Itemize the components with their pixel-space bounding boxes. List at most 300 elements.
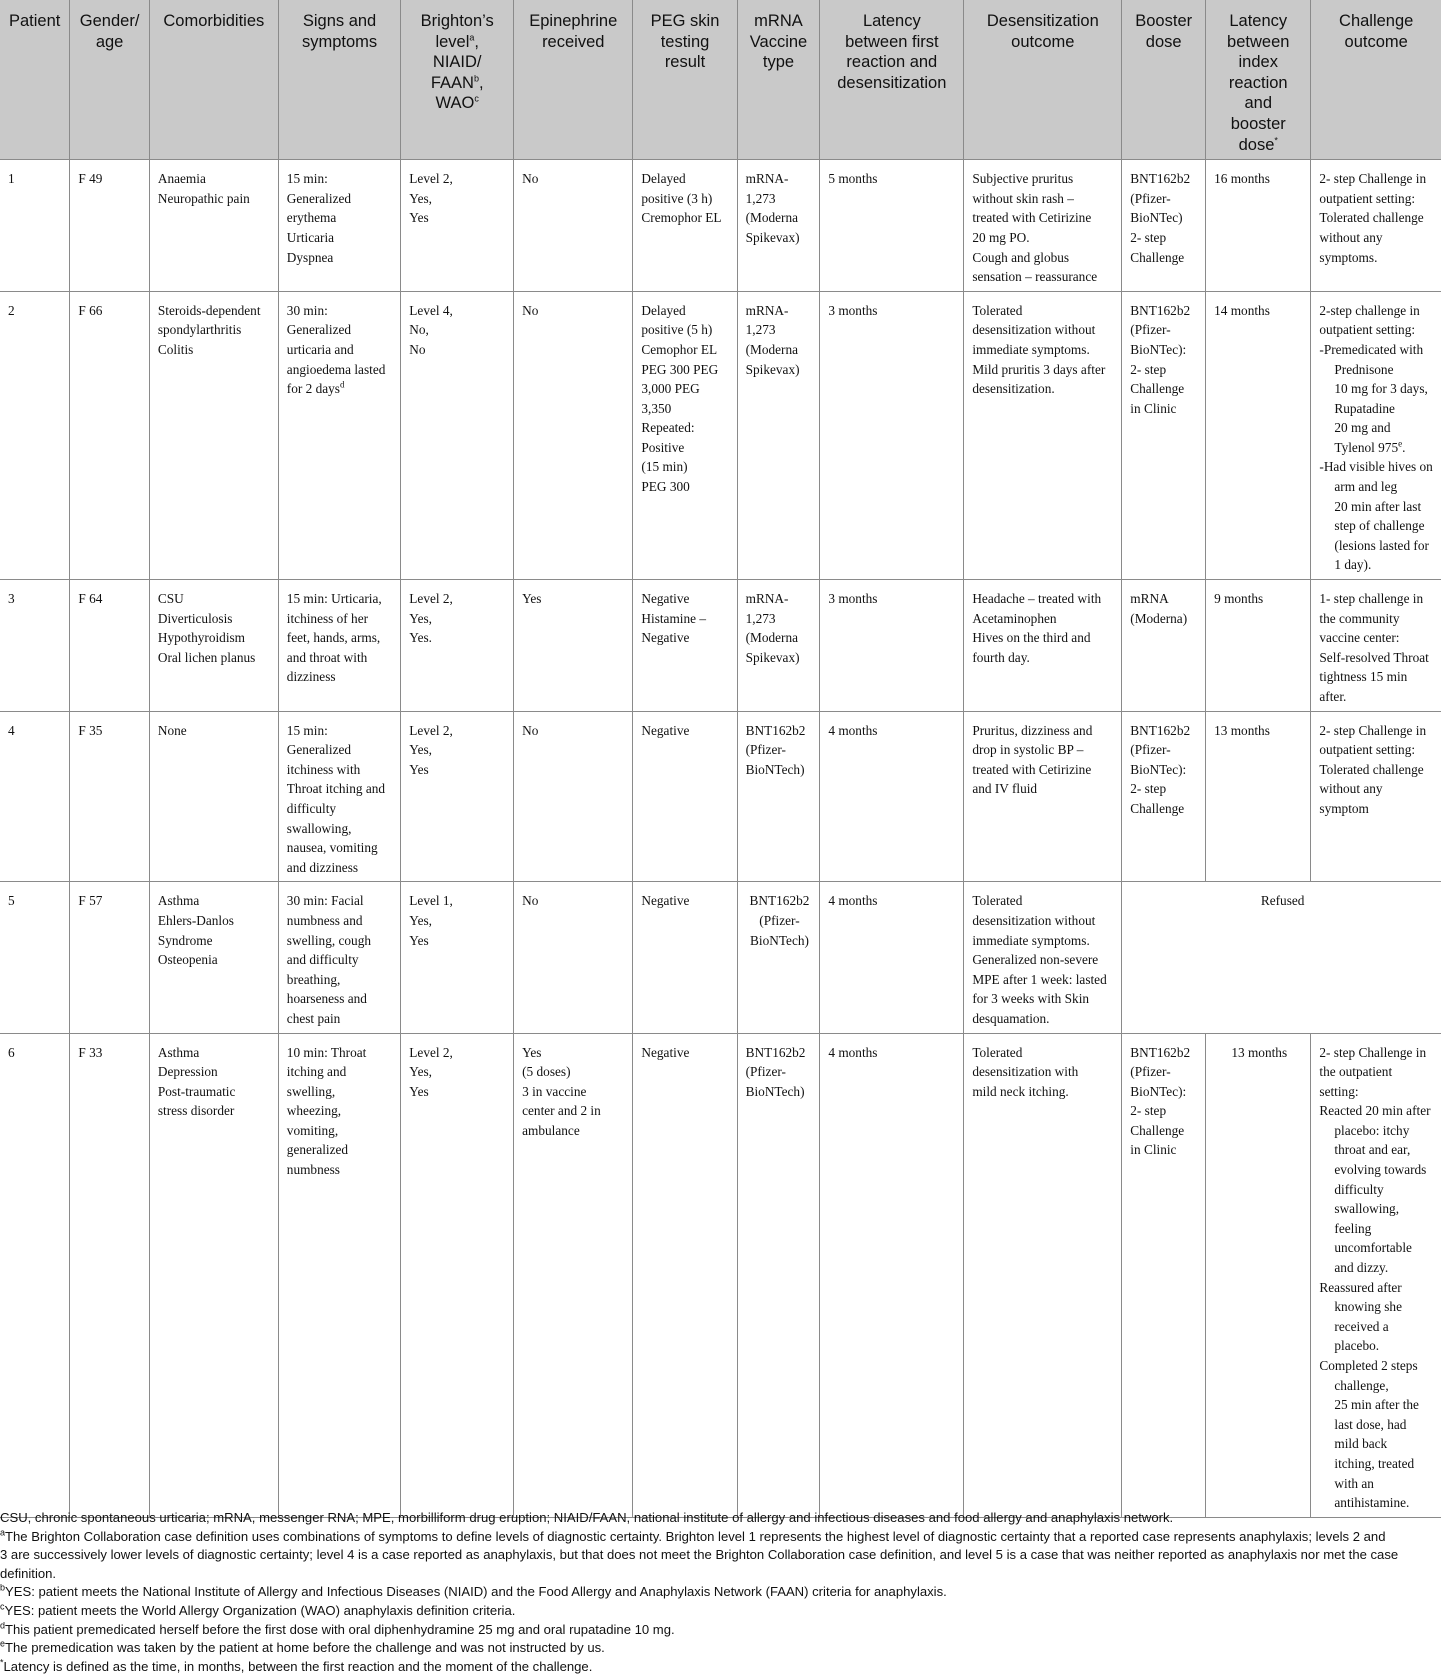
cell-line: Rupatadine <box>1334 400 1395 416</box>
table-body <box>0 160 1441 1518</box>
header-line: age <box>95 32 124 51</box>
cell-line: desquamation. <box>972 1010 1050 1026</box>
cell-line: after. <box>1319 689 1347 704</box>
footnote-c <box>0 1602 1441 1621</box>
cell-line: Yes <box>409 210 429 226</box>
cell-line: -Premedicated with <box>1319 341 1424 357</box>
header-text: WAO <box>435 94 475 113</box>
desensitization-cell <box>964 882 1122 1033</box>
cell-line: 13 months <box>1231 1044 1288 1060</box>
footnote-d-text: This patient premedicated herself before the first dose with oral diphenhydramine 25 mg and oral rupatadine 10 mg. <box>5 1621 675 1637</box>
cell-line: F 33 <box>78 1044 103 1060</box>
cell-line: in Clinic <box>1130 1142 1177 1158</box>
footnote-a-mark: a <box>0 1527 6 1538</box>
desensitization-cell <box>964 711 1122 882</box>
vaccine-type-cell <box>737 711 820 882</box>
vaccine-type-cell <box>737 160 820 292</box>
cell-line: itching and <box>286 1064 347 1080</box>
cell-line: BNT162b2 <box>1130 302 1191 318</box>
peg-test-cell <box>633 882 737 1033</box>
cell-line: Osteopenia <box>157 952 218 968</box>
cell-line: Cough and globus <box>972 249 1070 265</box>
cell-line: vaccine center: <box>1319 630 1400 646</box>
cell-line: 2- step Challenge in <box>1319 722 1427 738</box>
desensitization-cell <box>964 1033 1122 1517</box>
cell-line: BioNTech) <box>745 1083 805 1099</box>
comorbidities-cell <box>149 160 278 292</box>
cell-line: evolving towards <box>1334 1162 1427 1178</box>
cell-line: 20 min after last <box>1334 498 1422 514</box>
cell-line: Negative <box>641 893 690 909</box>
cell-line: spondylarthritis <box>157 322 242 338</box>
header-line: index <box>1238 53 1278 72</box>
cell-line: Diverticulosis <box>157 610 233 626</box>
footnote-e-mark: e <box>0 1638 6 1649</box>
cell-line: (Moderna <box>745 630 799 646</box>
latency-booster-cell <box>1206 1033 1311 1517</box>
header-line: dose <box>1145 32 1182 51</box>
cell-line: BNT162b2 <box>1130 171 1191 187</box>
header-line: Desensitization <box>986 12 1099 30</box>
epinephrine-cell <box>514 580 633 712</box>
cell-line: mRNA <box>1130 591 1169 607</box>
cell-line: Steroids-dependent <box>157 302 261 318</box>
cell-line: 30 min: <box>286 302 328 318</box>
header-line: Signs and <box>302 12 377 30</box>
header-line: mRNA <box>754 12 803 30</box>
cell-line: 2- step <box>1130 1103 1167 1119</box>
latency-first-cell <box>820 711 964 882</box>
period: . <box>1402 439 1406 455</box>
epinephrine-cell <box>514 711 633 882</box>
footnote-star <box>0 1658 1441 1677</box>
cell-line: PEG 300 <box>641 479 690 495</box>
cell-line: Yes <box>409 761 429 777</box>
cell-line: Tylenol 975e. <box>1334 438 1406 455</box>
cell-line: Tolerated <box>972 302 1023 318</box>
cell-line: last dose, had <box>1334 1416 1407 1432</box>
cell-line: (15 min) <box>641 459 688 475</box>
cell-line: Completed 2 steps <box>1319 1358 1418 1373</box>
cell-line: itchiness of her <box>286 610 369 626</box>
cell-line: (Pfizer- <box>1130 190 1171 206</box>
cell-line: No <box>522 171 539 187</box>
cell-line: Post-traumatic <box>157 1083 236 1099</box>
booster-cell <box>1122 1033 1206 1517</box>
cell-line: tightness 15 min <box>1319 669 1408 685</box>
cell-line: Self-resolved Throat <box>1319 649 1429 665</box>
footnote-a-line-3: definition. <box>0 1565 57 1581</box>
cell-line: 3 in vaccine <box>522 1083 587 1099</box>
patient-cell <box>0 882 70 1033</box>
cell-line: PEG 300 PEG <box>641 361 719 377</box>
header-line: outcome <box>1011 32 1075 51</box>
cell-line: 16 months <box>1214 171 1270 187</box>
cell-line: without any <box>1319 229 1383 245</box>
cell-line: Prednisone <box>1334 361 1394 377</box>
cell-line: Depression <box>157 1064 218 1080</box>
column-header <box>737 0 820 160</box>
column-header <box>0 0 70 160</box>
footnote-star-text: Latency is defined as the time, in months, between the first reaction and the moment of the challenge. <box>3 1658 593 1674</box>
cell-line: Delayed <box>641 302 686 318</box>
cell-line: F 57 <box>78 893 103 909</box>
column-header <box>964 0 1122 160</box>
cell-line: mRNA- <box>745 171 789 187</box>
peg-test-cell <box>633 580 737 712</box>
cell-line: setting: <box>1319 1083 1359 1099</box>
footnote-a-line-1: The Brighton Collaboration case definition uses combinations of symptoms to define levels of diagnostic certainty. Brighton level 1 represents the highest level of diagnostic certainty that a reported case represents anaphylaxis; levels 2 and <box>5 1528 1386 1544</box>
footnote-b-mark: b <box>0 1583 6 1594</box>
cell-line: chest pain <box>286 1010 341 1026</box>
cell-line: 2- step <box>1130 361 1167 377</box>
column-header <box>278 0 401 160</box>
cell-line: 15 min: <box>286 722 328 738</box>
cell-line: Syndrome <box>157 932 213 948</box>
cell-line: uncomfortable <box>1334 1240 1412 1256</box>
footnote-star-mark: * <box>0 1657 4 1668</box>
cell-line: difficulty <box>286 800 337 816</box>
cell-line: Yes, <box>409 610 432 626</box>
refused-label: Refused <box>1260 893 1305 909</box>
cell-line: numbness <box>286 1162 340 1178</box>
footnote-c-text: YES: patient meets the World Allergy Organization (WAO) anaphylaxis definition criteria. <box>4 1602 516 1618</box>
cell-line: and difficulty <box>286 952 359 968</box>
cell-line: outpatient setting: <box>1319 322 1416 338</box>
challenge-cell <box>1311 1033 1441 1517</box>
cell-line: feeling <box>1334 1220 1372 1236</box>
cell-line: sensation – reassurance <box>972 269 1098 285</box>
cell-line: 15 min: <box>286 171 328 187</box>
header-line: Latency <box>862 12 921 30</box>
vaccine-type-cell <box>737 580 820 712</box>
cell-line: outpatient setting: <box>1319 742 1416 758</box>
latency-booster-cell <box>1206 160 1311 292</box>
cell-line: Level 2, <box>409 722 453 738</box>
cell-line: itching, treated <box>1334 1455 1415 1471</box>
cell-line: Yes, <box>409 1064 432 1080</box>
comorbidities-cell <box>149 291 278 579</box>
brighton-cell <box>401 160 514 292</box>
cell-line: immediate symptoms. <box>972 341 1090 357</box>
cell-line: Repeated: <box>641 420 695 436</box>
cell-line: breathing, <box>286 971 341 987</box>
cell-line: Yes <box>409 1083 429 1099</box>
patient-cell <box>0 160 70 292</box>
cell-line: 2- step Challenge in <box>1319 171 1427 187</box>
header-line <box>406 32 508 53</box>
cell-line: (lesions lasted for <box>1334 537 1429 553</box>
gender-age-cell <box>70 291 150 579</box>
cell-line: Spikevax) <box>745 229 800 245</box>
cell-line: and dizzy. <box>1334 1260 1389 1276</box>
vaccine-type-cell <box>737 882 820 1033</box>
cell-line: Mild pruritis 3 days after <box>972 361 1106 377</box>
cell-line: with an <box>1334 1475 1374 1491</box>
header-line: PEG skin <box>650 12 720 30</box>
cell-line: 3 months <box>828 591 878 607</box>
latency-booster-cell <box>1206 711 1311 882</box>
cell-line: (Pfizer- <box>1130 1064 1171 1080</box>
cell-line: desensitization without <box>972 912 1096 928</box>
signs-cell <box>278 1033 401 1517</box>
footnote-e-text: The premedication was taken by the patient at home before the challenge and was not instructed by us. <box>5 1640 605 1656</box>
cell-line: Yes, <box>409 190 432 206</box>
cell-line: 4 months <box>828 893 878 909</box>
cell-line: the community <box>1319 610 1400 626</box>
header-line: desensitization <box>837 73 947 92</box>
header-row <box>0 0 1441 160</box>
cell-line: Level 4, <box>409 302 453 318</box>
column-header <box>401 0 514 160</box>
cell-line: without skin rash – <box>972 190 1074 206</box>
cell-line: Oral lichen planus <box>157 649 256 665</box>
column-header <box>70 0 150 160</box>
header-line: outcome <box>1344 32 1408 51</box>
cell-line: hoarseness and <box>286 991 367 1007</box>
header-line: result <box>664 53 706 72</box>
cell-line: Yes, <box>409 912 432 928</box>
challenge-cell <box>1311 580 1441 712</box>
signs-cell <box>278 580 401 712</box>
cell-line: 5 <box>8 893 15 909</box>
cell-line: 13 months <box>1214 722 1270 738</box>
gender-age-cell <box>70 711 150 882</box>
cell-line: Hypothyroidism <box>157 630 246 646</box>
cell-line: (Pfizer- <box>1130 742 1171 758</box>
cell-line: (5 doses) <box>522 1064 571 1080</box>
cell-line: Acetaminophen <box>972 610 1057 626</box>
cell-line: BioNTec): <box>1130 761 1187 777</box>
cell-line: mRNA- <box>745 591 789 607</box>
cell-line: without any <box>1319 781 1383 797</box>
header-line: received <box>542 32 605 51</box>
booster-cell <box>1122 291 1206 579</box>
cell-line: 15 min: Urticaria, <box>286 591 382 607</box>
comorbidities-cell <box>149 580 278 712</box>
cell-line: Yes <box>522 1044 542 1060</box>
column-header <box>820 0 964 160</box>
latency-first-cell <box>820 580 964 712</box>
header-line <box>406 93 508 114</box>
cell-line: 1 day). <box>1334 557 1372 573</box>
cell-line: Cremophor EL <box>641 210 722 226</box>
header-line: Booster <box>1135 12 1193 30</box>
patient-cell <box>0 1033 70 1517</box>
comorbidities-cell <box>149 711 278 882</box>
challenge-cell <box>1311 711 1441 882</box>
cell-line: 3,000 PEG <box>641 381 700 397</box>
cell-line: 30 min: Facial <box>286 893 364 909</box>
cell-line: erythema <box>286 210 337 226</box>
table-row <box>0 1033 1441 1517</box>
desensitization-cell <box>964 291 1122 579</box>
footnote-e <box>0 1639 1441 1658</box>
footnote-d-mark: d <box>0 1620 6 1631</box>
cell-line: (Moderna <box>745 210 799 226</box>
cell-line: BioNTech) <box>750 932 809 948</box>
cell-line: knowing she <box>1334 1299 1402 1315</box>
header-line: NIAID/ <box>432 53 482 72</box>
cell-line: (Pfizer- <box>745 742 786 758</box>
desensitization-cell <box>964 580 1122 712</box>
cell-line: Neuropathic pain <box>157 190 250 206</box>
cell-line: positive (5 h) <box>641 322 713 338</box>
footnote-a <box>0 1528 1441 1547</box>
cell-line: 2- step <box>1130 229 1167 245</box>
cell-line: wheezing, <box>286 1103 342 1119</box>
cell-line: mRNA- <box>745 302 789 318</box>
cell-line: MPE after 1 week: lasted <box>972 971 1107 987</box>
cell-line: 14 months <box>1214 302 1270 318</box>
challenge-cell <box>1311 291 1441 579</box>
cell-line: No <box>522 302 539 318</box>
cell-line: vomiting, <box>286 1122 339 1138</box>
comma: , <box>478 73 484 92</box>
peg-test-cell <box>633 711 737 882</box>
patient-cell <box>0 580 70 712</box>
cell-line: mild back <box>1334 1436 1388 1452</box>
signs-cell <box>278 160 401 292</box>
cell-line: Dyspnea <box>286 249 334 265</box>
cell-line: step of challenge <box>1334 518 1425 534</box>
cell-line: 1,273 <box>745 190 776 206</box>
cell-line: desensitization. <box>972 381 1055 397</box>
cell-line: ambulance <box>522 1122 580 1138</box>
table-row <box>0 160 1441 292</box>
cell-line: Generalized <box>286 742 352 758</box>
cell-line: fourth day. <box>972 649 1030 665</box>
cell-line: Generalized <box>286 322 352 338</box>
signs-cell <box>278 882 401 1033</box>
cell-line: Yes, <box>409 742 432 758</box>
cell-line: No <box>409 341 426 357</box>
cell-line: Delayed <box>641 171 686 187</box>
cell-line: Throat itching and <box>286 781 386 797</box>
cell-line: Colitis <box>157 341 194 357</box>
latency-first-cell <box>820 160 964 292</box>
cell-line: Yes <box>409 932 429 948</box>
footnote-d <box>0 1621 1441 1640</box>
cell-line: BNT162b2 <box>745 722 806 738</box>
brighton-cell <box>401 1033 514 1517</box>
cell-line: Cemophor EL <box>641 341 718 357</box>
cell-line: (Pfizer- <box>1130 322 1171 338</box>
cell-line: outpatient setting: <box>1319 190 1416 206</box>
cell-line: swallowing, <box>1334 1201 1400 1217</box>
cell-line: Generalized non-severe <box>972 952 1099 968</box>
column-header <box>633 0 737 160</box>
cell-line: F 64 <box>78 591 103 607</box>
cell-line: 1 <box>8 171 15 187</box>
cell-line: Spikevax) <box>745 649 800 665</box>
cell-line: Anaemia <box>157 171 206 187</box>
cell-line: treated with Cetirizine <box>972 761 1092 777</box>
header-line: Patient <box>8 12 61 30</box>
cell-line: 20 mg and <box>1334 420 1391 436</box>
cell-line: 2 <box>8 302 15 318</box>
cell-line: feet, hands, arms, <box>286 630 381 646</box>
cell-line: (Moderna <box>745 341 799 357</box>
comorbidities-cell <box>149 1033 278 1517</box>
cell-line: symptoms. <box>1319 249 1378 265</box>
cell-line: Tolerated <box>972 893 1023 909</box>
cell-line: 25 min after the <box>1334 1397 1419 1413</box>
cell-line: angioedema lasted <box>286 361 386 377</box>
cell-line: Negative <box>641 722 690 738</box>
cell-line: Urticaria <box>286 229 335 245</box>
cell-line: Headache – treated with <box>972 591 1102 607</box>
cell-line: Level 2, <box>409 591 453 607</box>
cell-line: 3 months <box>828 302 878 318</box>
header-line: and <box>1244 94 1272 113</box>
vaccine-type-cell <box>737 291 820 579</box>
cell-line: placebo: itchy <box>1334 1122 1410 1138</box>
header-line: Vaccine <box>749 32 808 51</box>
footnote-ref: * <box>1274 135 1278 146</box>
cell-line: urticaria and <box>286 341 354 357</box>
cell-line: itchiness with <box>286 761 361 777</box>
cell-line: BNT162b2 <box>1130 1044 1191 1060</box>
cell-line: Yes. <box>409 630 432 646</box>
cell-line: Reacted 20 min after <box>1319 1103 1431 1119</box>
desensitization-cell <box>964 160 1122 292</box>
cell-line: treated with Cetirizine <box>972 210 1092 226</box>
cell-line: 1,273 <box>745 610 776 626</box>
cell-line: (Pfizer- <box>745 1064 786 1080</box>
cell-line: nausea, vomiting <box>286 840 378 856</box>
cell-line: BNT162b2 <box>749 893 810 909</box>
header-line: between <box>1227 32 1290 51</box>
latency-first-cell <box>820 882 964 1033</box>
cell-line: difficulty <box>1334 1181 1384 1197</box>
cell-line: Yes <box>522 591 542 607</box>
peg-test-cell <box>633 291 737 579</box>
brighton-cell <box>401 580 514 712</box>
cell-line: 3,350 <box>641 400 672 416</box>
table-row <box>0 291 1441 579</box>
cell-line: arm and leg <box>1334 479 1398 495</box>
cell-line: Level 1, <box>409 893 453 909</box>
cell-line: and dizziness <box>286 859 359 875</box>
cell-line: Generalized <box>286 190 352 206</box>
cell-line: Tolerated challenge <box>1319 210 1424 226</box>
cell-line: positive (3 h) <box>641 190 713 206</box>
cell-line: BioNTec): <box>1130 341 1187 357</box>
brighton-cell <box>401 291 514 579</box>
cell-line: Subjective pruritus <box>972 171 1074 187</box>
header-line: between first <box>845 32 939 51</box>
comma: , <box>474 32 479 51</box>
cell-line: 2- step Challenge in <box>1319 1044 1427 1060</box>
cell-line: Ehlers-Danlos <box>157 912 234 928</box>
cell-line: Level 2, <box>409 1044 453 1060</box>
cell-line: Tolerated challenge <box>1319 761 1424 777</box>
cell-line: BNT162b2 <box>745 1044 806 1060</box>
gender-age-cell <box>70 160 150 292</box>
cell-line: Negative <box>641 1044 690 1060</box>
header-line: type <box>762 53 795 72</box>
header-line: Brighton’s <box>420 12 494 30</box>
cell-line: Asthma <box>157 893 200 909</box>
header-line: Comorbidities <box>163 12 265 30</box>
cell-line: Reassured after <box>1319 1279 1402 1295</box>
cell-line: BioNTech) <box>745 761 805 777</box>
gender-age-cell <box>70 1033 150 1517</box>
epinephrine-cell <box>514 291 633 579</box>
cell-line: numbness and <box>286 912 363 928</box>
header-line: booster <box>1230 114 1286 133</box>
